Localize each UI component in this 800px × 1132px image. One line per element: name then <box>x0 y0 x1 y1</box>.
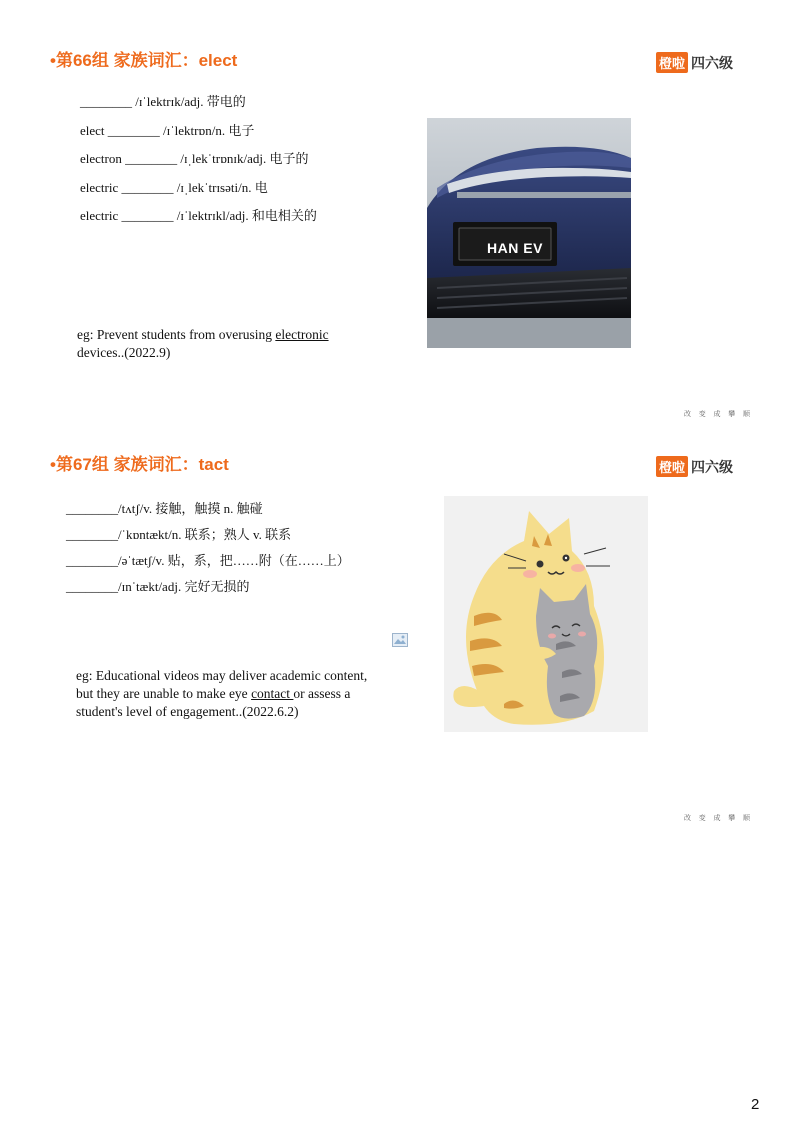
broken-image-icon <box>392 633 408 647</box>
example-text: but they are unable to make eye <box>76 686 252 701</box>
brand-logo-text: 四六级 <box>691 458 734 475</box>
vocab-row: electron ________ /ɪˌlekˈtrɒnɪk/adj. 电子的 <box>80 151 309 166</box>
vocab-row: ________/tʌtʃ/v. 接触，触摸 n. 触碰 <box>66 501 263 516</box>
brand-logo-text: 四六级 <box>691 54 734 71</box>
cats-image <box>444 496 648 732</box>
section-title-elect: •第66组 家族词汇：elect <box>50 51 238 70</box>
vocab-row: ________/əˈtætʃ/v. 贴，系，把……附（在……上） <box>66 553 350 568</box>
vocab-row: ________/ˈkɒntækt/n. 联系；熟人 v. 联系 <box>66 527 292 542</box>
example-keyword: contact <box>251 686 294 701</box>
example-text: or assess a <box>293 686 351 701</box>
example-text: student's level of engagement..(2022.6.2) <box>76 704 299 719</box>
cats-illustration <box>444 496 648 732</box>
car-badge-text: HAN EV <box>487 240 543 256</box>
car-illustration <box>427 118 631 348</box>
car-image <box>427 118 631 348</box>
vocab-row: electric ________ /ɪˈlektrɪkl/adj. 和电相关的 <box>80 208 317 223</box>
brand-logo-mark: 橙啦 <box>656 52 688 73</box>
vocab-row: elect ________ /ɪˈlektrɒn/n. 电子 <box>80 123 255 138</box>
brand-logo <box>656 52 733 73</box>
example-text: eg: Prevent students from overusing <box>77 327 276 342</box>
example-keyword: electronic <box>275 327 329 342</box>
example-sentence-tact <box>76 667 416 721</box>
brand-logo <box>656 456 733 477</box>
brand-logo-mark: 橙啦 <box>656 456 688 477</box>
vocab-row: ________/ɪnˈtækt/adj. 完好无损的 <box>66 579 250 594</box>
section-title-tact: •第67组 家族词汇：tact <box>50 455 229 474</box>
example-text: devices..(2022.9) <box>77 345 171 360</box>
example-text: eg: Educational videos may deliver academic content, <box>76 668 368 683</box>
page-number: 2 <box>751 1096 760 1113</box>
vocab-row: electric ________ /ɪˌlekˈtrɪsəti/n. 电 <box>80 180 268 195</box>
footer-watermark: 改 变 成 攀 顺 <box>684 814 753 822</box>
vocab-row: ________ /ɪˈlektrɪk/adj. 带电的 <box>80 94 246 109</box>
example-sentence-elect <box>77 326 397 362</box>
footer-watermark: 改 变 成 攀 顺 <box>684 410 753 418</box>
